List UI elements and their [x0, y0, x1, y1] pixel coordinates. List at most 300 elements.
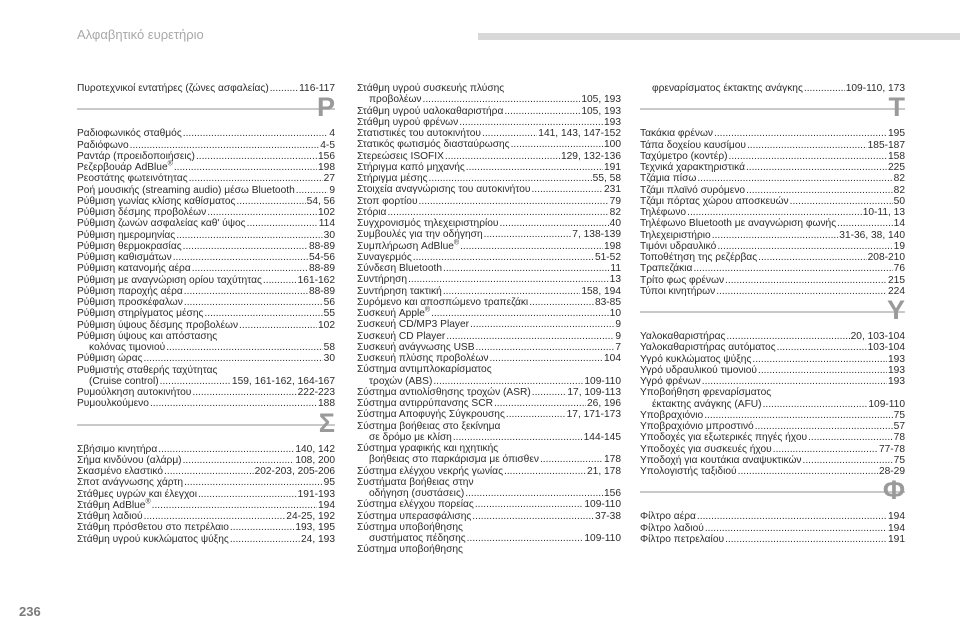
dot-leader	[747, 140, 867, 151]
index-entry-pages: 109-110	[584, 375, 621, 387]
index-entry-term: Τραπεζάκια	[640, 263, 693, 275]
index-entry-pages: 79	[609, 195, 621, 207]
index-entry-term: Συμβουλές για την οδήγηση	[357, 229, 483, 241]
index-entry-pages: 9	[615, 319, 621, 331]
dot-leader	[837, 218, 893, 229]
index-entry-pages: 161-162	[297, 274, 335, 286]
index-entry-term: Ρύθμιση καθισμάτων	[77, 252, 172, 263]
index-entry-term: Συντήρηση	[357, 274, 408, 286]
index-entry-pages: 88-89	[308, 285, 335, 297]
index-entry-term: Υπολογιστής ταξιδιού	[640, 466, 737, 477]
dot-leader	[738, 466, 878, 477]
dot-leader	[725, 534, 887, 545]
index-entry	[640, 444, 905, 455]
dot-leader	[484, 229, 572, 240]
dot-leader	[790, 196, 893, 207]
index-entry-term: Στάθμη υγρού κυκλώματος ψύξης	[77, 533, 229, 545]
index-entry-term: Τακάκια φρένων	[640, 128, 714, 140]
index-entry-pages: 156	[604, 488, 621, 499]
index-entry	[357, 499, 621, 510]
index-entry	[652, 83, 905, 94]
index-entry-pages: 4-5	[320, 139, 335, 151]
section-letter: T	[888, 92, 905, 123]
dot-leader	[443, 263, 609, 274]
index-entry-term: Υγρό κυκλώματος ψύξης	[640, 353, 752, 365]
index-entry-term: Ραδιόφωνο	[77, 139, 129, 151]
index-entry-pages: 129, 132-136	[560, 150, 621, 162]
index-entry-term: Ρυμουλκούμενο	[77, 398, 149, 410]
index-entry	[357, 387, 621, 398]
index-entry-term: Ρύθμιση ημερομηνίας	[77, 229, 176, 241]
index-entry-term: Ρύθμιση παροχής αέρα	[77, 285, 183, 297]
dot-leader	[693, 263, 892, 274]
index-entry-term: Στατιστικές του αυτοκινήτου	[357, 128, 482, 139]
index-entry-term: Συγχρονισμός τηλεχειριστηρίου	[357, 218, 499, 229]
index-entry-pages: 105, 193	[581, 105, 621, 117]
index-entry-term: Τζάμι πλαϊνό συρόμενο	[640, 184, 746, 196]
dot-leader	[466, 162, 603, 173]
index-entry-pages: 88-89	[308, 240, 335, 252]
index-entry-pages: 26, 196	[587, 398, 621, 409]
index-entry	[77, 511, 335, 522]
index-entry-pages: 188	[318, 398, 335, 410]
index-entry-term: Ρυθμιστής σταθερής ταχύτητας	[77, 364, 218, 376]
index-entry-term: Σύστημα υποβοήθησης	[357, 544, 463, 556]
index-entry-term: Ρύθμιση προσκέφαλων	[77, 297, 183, 308]
index-entry-term: Στάθμη υγρού συσκευής πλύσης	[357, 83, 505, 94]
dot-leader	[204, 308, 322, 319]
index-entry	[640, 128, 905, 139]
index-entry	[357, 139, 621, 150]
index-entry	[77, 398, 335, 409]
index-entry-term: Φίλτρο αέρα	[640, 511, 696, 523]
index-entry-pages: 198	[318, 162, 335, 173]
dot-leader	[189, 173, 323, 184]
dot-leader	[773, 444, 878, 455]
index-entry	[357, 308, 621, 319]
dot-leader	[490, 353, 603, 364]
index-entry	[77, 151, 335, 162]
index-entry-pages: 7, 138-139	[572, 229, 621, 241]
index-entry	[357, 522, 621, 533]
dot-leader	[532, 387, 567, 398]
index-entry	[640, 511, 905, 522]
dot-leader	[152, 500, 317, 511]
index-entry	[640, 387, 905, 398]
index-entry-pages: 194	[888, 511, 905, 523]
index-entry-term: Συσκευή πλύσης προβολέων	[357, 353, 489, 364]
index-entry	[369, 376, 621, 387]
index-entry-term: Υγρό φρένων	[640, 376, 701, 387]
dot-leader	[531, 184, 603, 195]
index-entry-term: Φίλτρο πετρελαίου	[640, 533, 725, 545]
dot-leader	[445, 151, 560, 162]
index-entry	[357, 117, 621, 128]
index-entry	[640, 207, 905, 218]
index-entry-term: Συσκευή ανάγνωσης USB	[357, 341, 475, 353]
dot-leader	[482, 128, 537, 139]
index-entry-pages: 109-110	[868, 398, 905, 410]
index-entry	[357, 128, 621, 139]
dot-leader	[758, 365, 887, 376]
index-entry-pages: 17, 171-173	[566, 409, 621, 421]
index-entry-pages: 82	[893, 173, 905, 185]
index-entry-term: Συρόμενο και αποσπώμενο τραπεζάκι	[357, 296, 529, 308]
index-entry	[357, 196, 621, 207]
index-entry-term: Τηλέφωνο	[640, 207, 687, 218]
dot-leader	[504, 106, 580, 117]
index-entry-term: Σύστημα γραφικής και ηχητικής	[357, 443, 499, 454]
index-entry-term: Στάθμη AdBlue®	[77, 498, 151, 511]
index-entry-term: Σύστημα υπερασφάλισης	[357, 510, 472, 522]
index-entry-term: Υγρό υδραυλικού τιμονιού	[640, 364, 758, 376]
index-entry-pages: 193	[888, 353, 905, 365]
index-entry	[77, 534, 335, 545]
index-entry-term: (Cruise control)	[89, 375, 159, 387]
dot-leader	[247, 218, 318, 229]
index-entry	[77, 185, 335, 196]
index-entry-pages: 109-110	[584, 533, 621, 544]
index-entry-pages: 9	[615, 330, 621, 342]
index-entry	[357, 207, 621, 218]
dot-leader	[714, 128, 887, 139]
dot-leader	[192, 263, 308, 274]
index-entry-pages: 105, 193	[581, 94, 621, 106]
index-entry-pages: 7	[615, 341, 621, 353]
index-entry-term: έκτακτης ανάγκης (AFU)	[652, 398, 762, 410]
index-entry-term: τροχών (ABS)	[369, 375, 433, 387]
dot-leader	[176, 230, 322, 241]
dot-leader	[763, 399, 868, 410]
index-entry-term: Σύστημα υποβοήθησης	[357, 521, 463, 533]
dot-leader	[453, 432, 583, 443]
dot-leader	[263, 275, 297, 286]
dot-leader	[164, 466, 254, 477]
index-entry-term: Τιμόνι υδραυλικό	[640, 240, 717, 252]
dot-leader	[540, 454, 603, 465]
index-entry-pages: 114	[318, 218, 335, 230]
page-number: 236	[19, 604, 41, 619]
dot-leader	[804, 83, 845, 94]
index-entry	[357, 241, 621, 252]
index-entry	[357, 511, 621, 522]
dot-leader	[506, 409, 566, 420]
index-entry-pages: 55	[323, 308, 335, 320]
index-entry	[357, 398, 621, 409]
dot-leader	[419, 196, 609, 207]
index-entry-term: Τηλεχειριστήριο	[640, 229, 711, 241]
section-divider	[640, 491, 905, 493]
index-entry	[77, 83, 335, 94]
index-entry	[77, 128, 335, 139]
index-entry-term: κολόνας τιμονιού	[89, 342, 166, 353]
index-entry	[77, 196, 335, 207]
index-entry-pages: 109-110	[584, 499, 621, 511]
index-entry-term: Σκασμένο ελαστικό	[77, 466, 164, 477]
index-entry-pages: 13	[609, 274, 621, 286]
dot-leader	[144, 353, 323, 364]
index-entry	[357, 544, 621, 555]
dot-leader	[166, 342, 322, 353]
dot-leader	[184, 297, 323, 308]
index-entry	[640, 185, 905, 196]
dot-leader	[467, 533, 584, 544]
dot-leader	[431, 308, 609, 319]
index-entry-pages: 141, 143, 147-152	[538, 128, 621, 139]
section-divider	[640, 108, 905, 110]
dot-leader	[443, 286, 581, 297]
index-entry	[357, 151, 621, 162]
index-entry	[77, 466, 335, 477]
index-entry-pages: 50	[893, 195, 905, 207]
index-entry-term: Ρύθμιση ζωνών ασφαλείας καθ' ύψος	[77, 218, 246, 230]
dot-leader	[704, 410, 892, 421]
index-entry-pages: 191-193	[297, 488, 335, 500]
index-entry-term: Τοποθέτηση της ρεζέρβας	[640, 252, 758, 263]
index-entry-term: σε δρόμο με κλίση	[369, 431, 452, 443]
index-entry	[357, 331, 621, 342]
dot-leader	[755, 421, 893, 432]
index-entry	[77, 275, 335, 286]
header-bar	[478, 33, 960, 40]
index-entry-pages: 9	[329, 184, 335, 196]
index-entry	[369, 488, 621, 499]
index-entry-term: Υποδοχές για εξωτερικές πηγές ήχου	[640, 432, 808, 444]
index-entry-pages: 4	[329, 128, 335, 140]
dot-leader	[408, 274, 609, 285]
index-entry	[77, 263, 335, 274]
index-entry-term: Τζάμια πίσω	[640, 173, 697, 185]
section-letter: Φ	[882, 475, 905, 506]
dot-leader	[716, 286, 887, 297]
index-entry-pages: 21, 178	[587, 465, 621, 477]
index-entry	[369, 432, 621, 443]
dot-leader	[475, 499, 584, 510]
index-entry-term: Φίλτρο λαδιού	[640, 522, 704, 534]
index-entry	[77, 173, 335, 184]
index-entry-pages: 27	[323, 173, 335, 185]
dot-leader	[230, 522, 294, 533]
index-entry-pages: 82	[609, 206, 621, 218]
index-entry-pages: 158, 194	[581, 285, 621, 297]
dot-leader	[803, 455, 893, 466]
dot-leader	[726, 331, 849, 342]
index-entry-pages: 56	[323, 297, 335, 308]
page-header-title: Αλφαβητικό ευρετήριο	[77, 27, 204, 42]
index-entry	[77, 252, 335, 263]
index-entry	[640, 286, 905, 297]
dot-leader	[465, 488, 603, 499]
index-entry-term: Στοιχεία αναγνώρισης του αυτοκινήτου	[357, 184, 531, 196]
dot-leader	[752, 354, 887, 365]
index-entry-pages: 31-36, 38, 140	[839, 229, 905, 241]
index-entry-term: Υαλοκαθαριστήρας αυτόματος	[640, 342, 776, 354]
index-entry	[640, 354, 905, 365]
dot-leader	[230, 534, 300, 545]
dot-leader	[697, 511, 887, 522]
index-entry-pages: 11	[610, 263, 621, 274]
index-entry-term: Ρεζερβουάρ AdBlue®	[77, 160, 173, 173]
index-entry	[640, 523, 905, 534]
index-entry	[640, 196, 905, 207]
dot-leader	[144, 511, 286, 522]
index-entry-pages: 17, 109-113	[567, 386, 621, 398]
index-entry-term: Τζάμι πόρτας χώρου αποσκευών	[640, 195, 789, 207]
index-entry-term: Στάθμες υγρών και έλεγχοι	[77, 488, 197, 500]
index-entry-pages: 77-78	[878, 443, 905, 455]
index-entry-term: Στάθμη πρόσθετου στο πετρέλαιο	[77, 522, 229, 534]
dot-leader	[196, 151, 317, 162]
index-entry-pages: 19	[893, 240, 905, 252]
index-entry-term: Συντήρηση τακτική	[357, 285, 442, 297]
index-entry-term: Ρυμούλκηση αυτοκινήτου	[77, 387, 192, 398]
section-letter: P	[316, 92, 335, 123]
index-entry-pages: 40	[609, 218, 621, 229]
index-entry-term: Ρύθμιση ώρας	[77, 353, 143, 365]
index-entry-pages: 54-56	[308, 252, 335, 263]
index-entry-pages: 28-29	[878, 466, 905, 477]
dot-leader	[746, 185, 893, 196]
index-entry-term: Συναγερμός	[357, 251, 412, 263]
index-entry-term: Σύστημα ελέγχου πορείας	[357, 499, 474, 511]
index-entry-pages: 116-117	[299, 83, 335, 94]
index-entry-term: Στάθμη λαδιού	[77, 511, 143, 522]
index-entry	[357, 229, 621, 240]
dot-leader	[239, 320, 317, 331]
index-entry-pages: 193, 195	[295, 522, 335, 534]
dot-leader	[494, 398, 586, 409]
index-entry	[77, 489, 335, 500]
index-entry	[77, 444, 335, 455]
index-entry	[369, 454, 621, 465]
index-entry-pages: 14	[893, 218, 905, 230]
index-entry	[357, 274, 621, 285]
index-entry-pages: 191	[888, 533, 905, 545]
index-entry-pages: 193	[604, 116, 621, 128]
index-entry-term: Σύστημα αντιρρύπανσης SCR	[357, 398, 493, 409]
index-entry-term: Ρύθμιση ύψους δέσμης προβολέων	[77, 319, 239, 331]
index-entry-pages: 30	[323, 229, 335, 241]
index-entry	[357, 162, 621, 173]
dot-leader	[198, 489, 297, 500]
index-entry-pages: 88-89	[308, 263, 335, 275]
index-entry	[357, 263, 621, 274]
index-entry	[640, 263, 905, 274]
index-entry	[357, 106, 621, 117]
index-entry-pages: 58	[323, 342, 335, 353]
index-entry	[357, 421, 621, 432]
index-entry	[77, 455, 335, 466]
index-entry-term: Στοπ φορτίου	[357, 195, 418, 207]
index-entry	[77, 286, 335, 297]
index-entry-term: Σύστημα βοήθειας στο ξεκίνημα	[357, 420, 501, 432]
index-entry-pages: 202-203, 205-206	[254, 466, 335, 477]
index-entry-term: Σύστημα Αποφυγής Σύγκρουσης	[357, 409, 505, 421]
dot-leader	[500, 218, 609, 229]
index-entry-term: συστήματος πέδησης	[369, 533, 466, 544]
index-entry	[357, 353, 621, 364]
index-entry	[357, 218, 621, 229]
index-entry-pages: 225	[888, 162, 905, 173]
dot-leader	[236, 196, 305, 207]
dot-leader	[460, 241, 603, 252]
index-entry-term: Στόρια	[357, 206, 387, 218]
index-entry-term: Συμπλήρωση AdBlue®	[357, 239, 460, 252]
index-entry-term: Τρίτο φως φρένων	[640, 274, 725, 286]
index-entry	[357, 466, 621, 477]
index-entry	[77, 365, 335, 376]
index-entry-pages: 193	[888, 376, 905, 387]
index-entry-term: Ρύθμιση δέσμης προβολέων	[77, 207, 207, 218]
dot-leader	[183, 128, 329, 139]
index-entry-term: Υαλοκαθαριστήρας	[640, 331, 726, 342]
index-entry-pages: 78	[893, 432, 905, 444]
index-entry	[77, 477, 335, 488]
index-entry-pages: 104	[604, 353, 621, 364]
dot-leader	[433, 376, 583, 387]
dot-leader	[130, 140, 320, 151]
dot-leader	[174, 162, 317, 173]
dot-leader	[504, 466, 586, 477]
index-entry-term: Σύστημα αντιμπλοκαρίσματος	[357, 364, 492, 376]
index-entry-term: Στάθμη υγρού υαλοκαθαριστήρα	[357, 105, 504, 117]
dot-leader	[511, 139, 603, 150]
index-entry	[357, 364, 621, 375]
dot-leader	[413, 252, 594, 263]
index-entry	[640, 410, 905, 421]
index-entry	[77, 241, 335, 252]
dot-leader	[687, 207, 862, 218]
index-entry	[640, 432, 905, 443]
index-entry-term: Στάθμη υγρού φρένων	[357, 116, 459, 128]
index-entry-pages: 191	[604, 161, 621, 173]
index-entry-pages: 30	[323, 353, 335, 365]
dot-leader	[746, 162, 887, 173]
index-entry	[640, 241, 905, 252]
index-entry-term: Συσκευή CD Player	[357, 330, 446, 342]
index-entry	[357, 173, 621, 184]
index-entry-term: Σύστημα ελέγχου νεκρής γωνίας	[357, 465, 503, 477]
dot-leader	[702, 376, 887, 387]
index-entry-term: Συσκευή CD/MP3 Player	[357, 319, 470, 331]
dot-leader	[387, 207, 608, 218]
index-entry-pages: 54, 56	[306, 195, 335, 207]
index-entry	[77, 353, 335, 364]
dot-leader	[697, 173, 892, 184]
index-entry-term: Ροή μουσικής (streaming audio) μέσω Bluetooth	[77, 184, 295, 196]
index-entry-pages: 102	[318, 319, 335, 331]
index-entry-pages: 57	[893, 421, 905, 432]
dot-leader	[476, 342, 615, 353]
dot-leader	[712, 230, 839, 241]
index-entry	[640, 365, 905, 376]
index-entry-term: Πυροτεχνικοί εντατήρες (ζώνες ασφαλείας)	[77, 83, 269, 94]
index-entry-term: βοήθειας στο παρκάρισμα με όπισθεν	[369, 454, 539, 466]
index-entry-term: Σύνδεση Bluetooth	[357, 263, 443, 274]
index-entry	[640, 252, 905, 263]
index-entry	[357, 477, 621, 488]
index-entry-pages: 75	[893, 409, 905, 421]
index-entry-pages: 144-145	[583, 431, 621, 443]
index-entry-pages: 194	[318, 499, 335, 511]
dot-leader	[207, 207, 317, 218]
index-entry	[640, 342, 905, 353]
index-entry-term: Τηλέφωνο Bluetooth με αναγνώριση φωνής	[640, 218, 837, 230]
dot-leader	[423, 94, 581, 105]
index-entry-pages: 76	[893, 263, 905, 275]
section-letter: Y	[886, 295, 905, 325]
index-entry-pages: 198	[604, 240, 621, 252]
